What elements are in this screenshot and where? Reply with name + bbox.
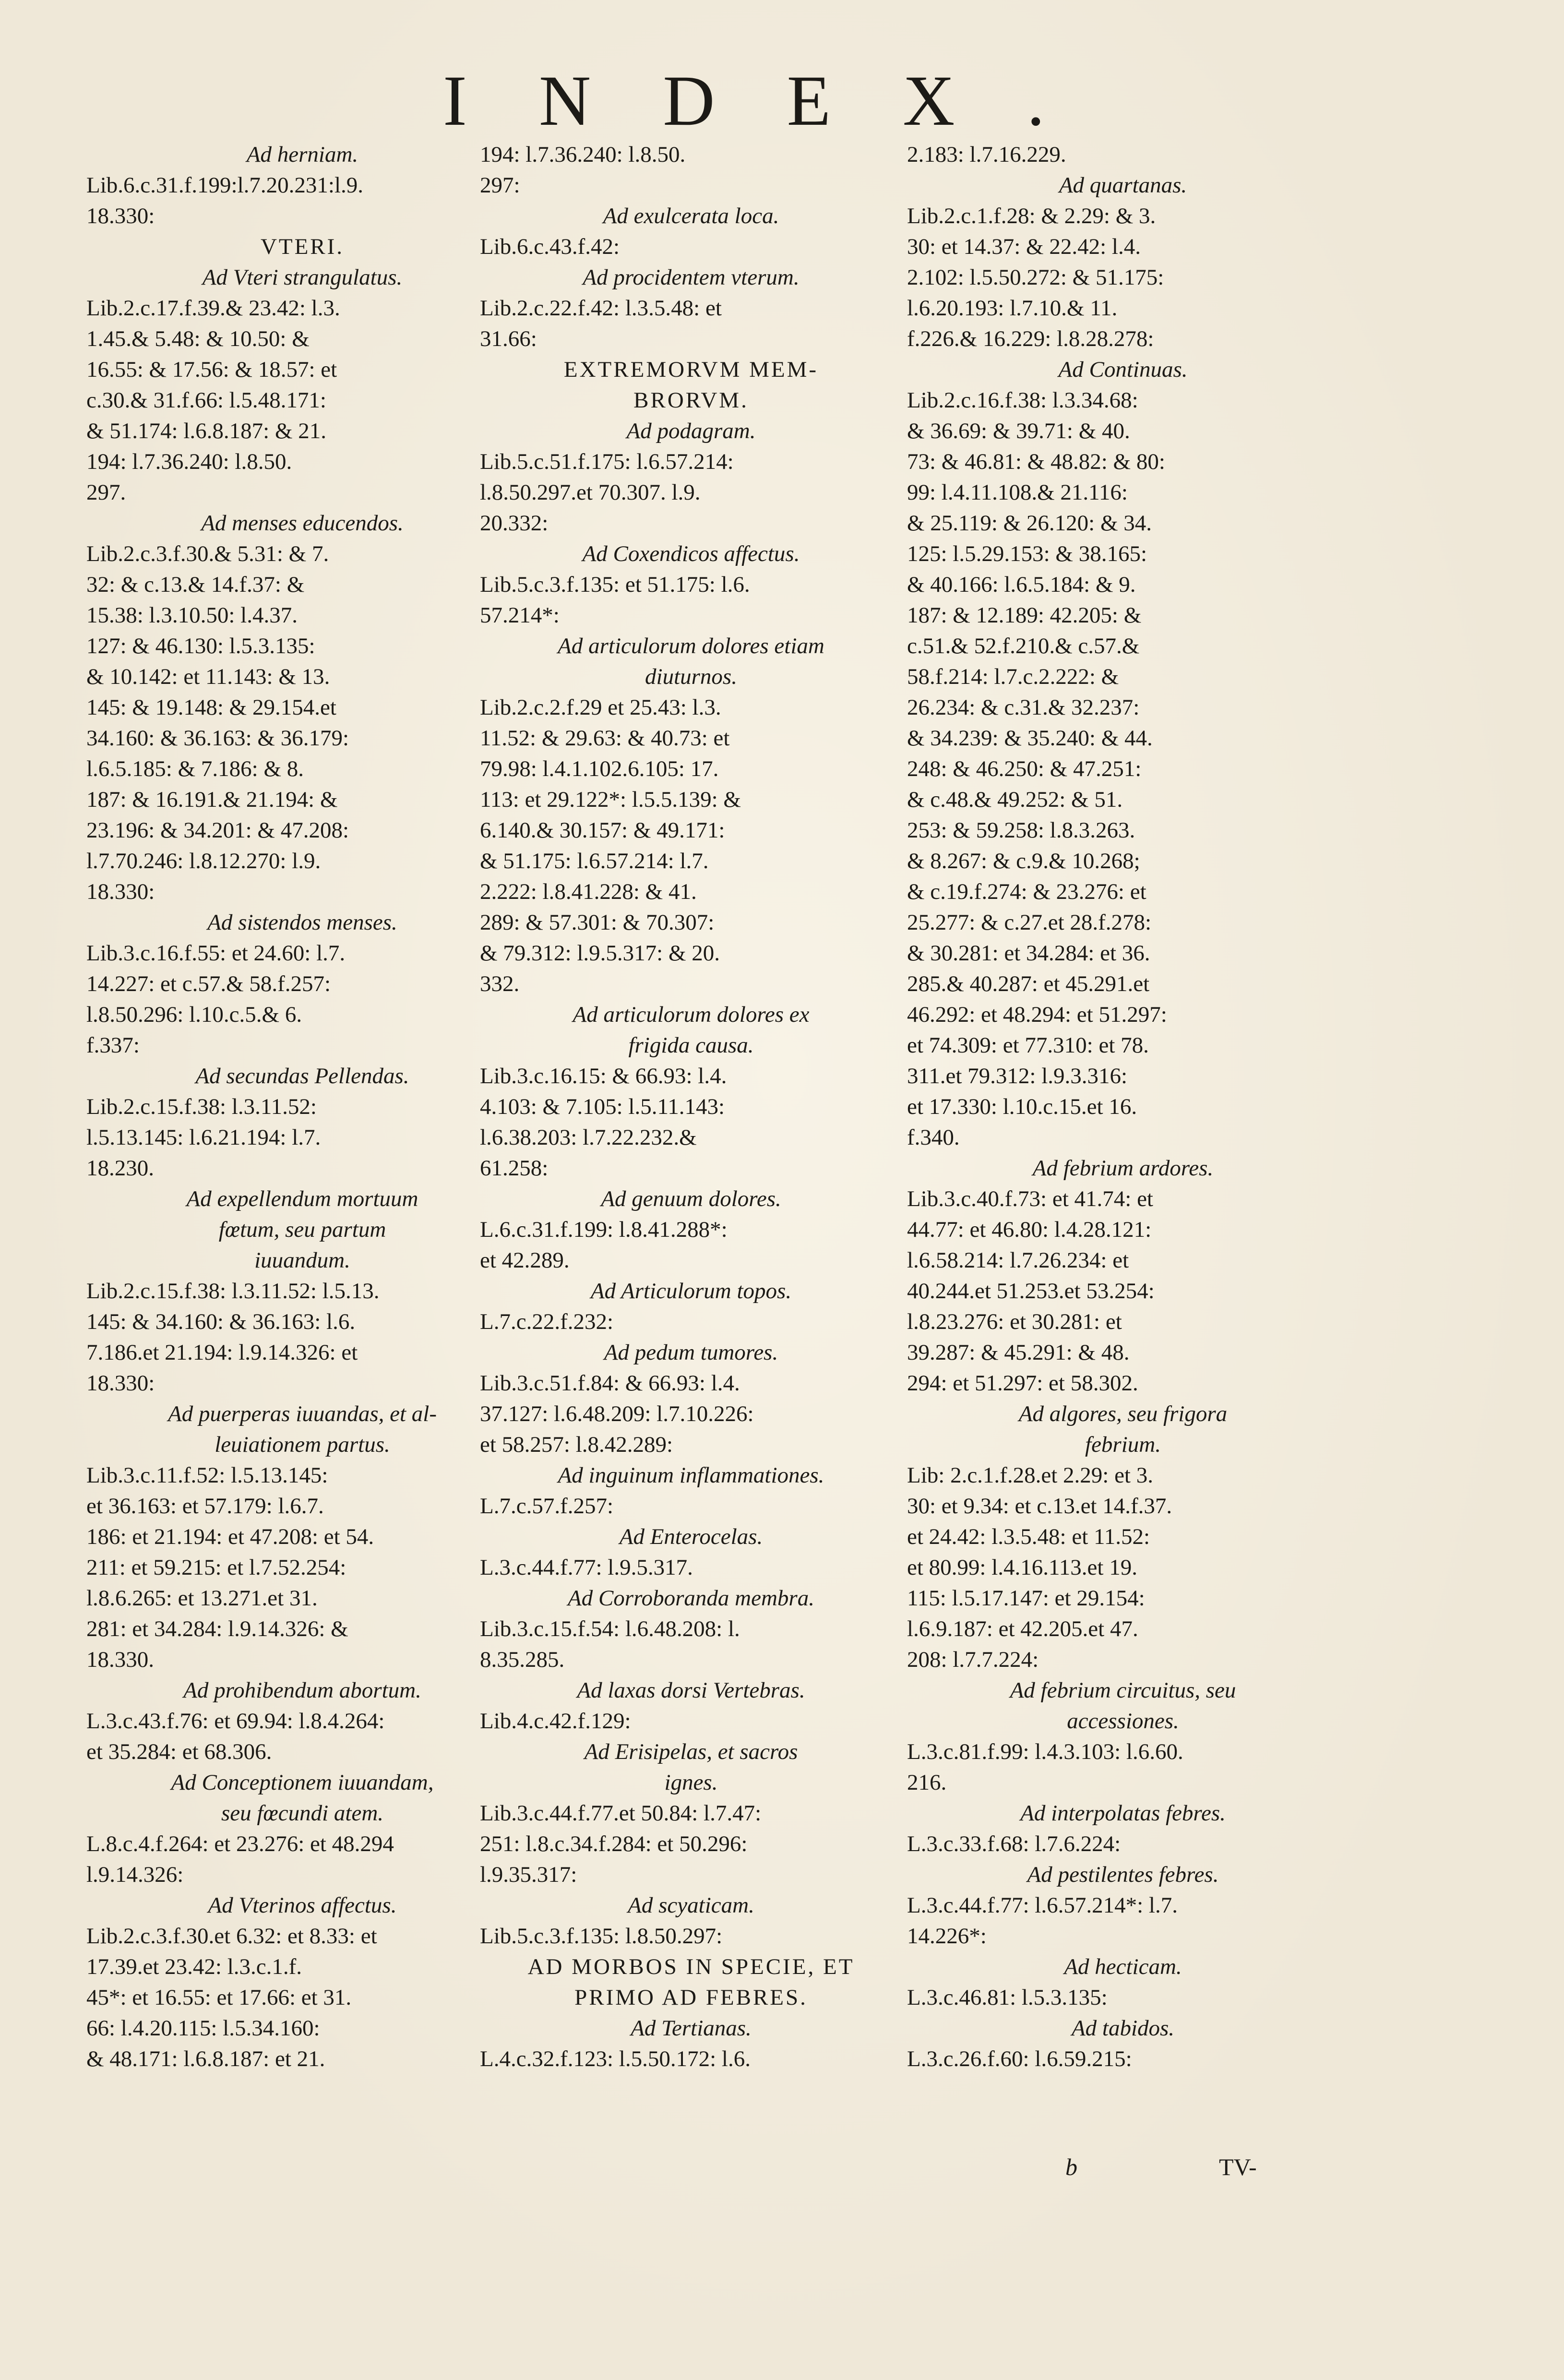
index-heading: Ad scyaticam. [628, 1893, 754, 1918]
index-entry: L.4.c.32.f.123: l.5.50.172: l.6. [480, 2046, 751, 2071]
index-heading: Ad articulorum dolores ex [573, 1002, 810, 1027]
index-entry: 194: l.7.36.240: l.8.50. [86, 449, 292, 474]
index-heading: Ad inguinum inflammationes. [558, 1463, 824, 1488]
index-entry: 37.127: l.6.48.209: l.7.10.226: [480, 1401, 754, 1426]
index-entry: & 51.174: l.6.8.187: & 21. [86, 419, 327, 443]
index-entry: 25.277: & c.27.et 28.f.278: [907, 910, 1152, 935]
index-heading: Ad Vterinos affectus. [208, 1893, 397, 1918]
index-entry: L.6.c.31.f.199: l.8.41.288*: [480, 1217, 728, 1242]
index-entry: Lib.3.c.44.f.77.et 50.84: l.7.47: [480, 1801, 762, 1826]
index-entry: & 36.69: & 39.71: & 40. [907, 419, 1130, 443]
index-entry: l.7.70.246: l.8.12.270: l.9. [86, 849, 321, 873]
index-entry: 15.38: l.3.10.50: l.4.37. [86, 603, 298, 628]
index-heading: Ad Coxendicos affectus. [582, 541, 800, 566]
index-heading: Ad secundas Pellendas. [195, 1064, 409, 1088]
index-entry: & 34.239: & 35.240: & 44. [907, 726, 1153, 751]
index-entry: 32: & c.13.& 14.f.37: & [86, 572, 305, 597]
index-heading: Ad febrium ardores. [1032, 1156, 1214, 1181]
index-entry: Lib.6.c.43.f.42: [480, 234, 620, 259]
index-entry: & 40.166: l.6.5.184: & 9. [907, 572, 1136, 597]
index-entry: & 25.119: & 26.120: & 34. [907, 511, 1152, 536]
index-entry: 2.102: l.5.50.272: & 51.175: [907, 265, 1164, 290]
index-entry: 17.39.et 23.42: l.3.c.1.f. [86, 1954, 302, 1979]
index-entry: et 35.284: et 68.306. [86, 1739, 272, 1764]
index-entry: 216. [907, 1770, 947, 1795]
index-entry: l.6.5.185: & 7.186: & 8. [86, 756, 304, 781]
index-entry: 187: & 12.189: 42.205: & [907, 603, 1142, 628]
index-heading: Ad Erisipelas, et sacros [584, 1739, 798, 1764]
index-entry: et 24.42: l.3.5.48: et 11.52: [907, 1524, 1150, 1549]
index-heading: Ad articulorum dolores etiam [558, 634, 824, 658]
section-heading: AD MORBOS IN SPECIE, ET [527, 1954, 855, 1979]
index-column-right [907, 139, 1339, 2074]
index-entry: et 58.257: l.8.42.289: [480, 1432, 673, 1457]
index-entry: 66: l.4.20.115: l.5.34.160: [86, 2016, 320, 2041]
index-entry: l.9.35.317: [480, 1862, 577, 1887]
index-heading: Ad Corroboranda membra. [568, 1586, 814, 1611]
index-entry: l.8.50.297.et 70.307. l.9. [480, 480, 701, 505]
index-entry: Lib.3.c.15.f.54: l.6.48.208: l. [480, 1616, 740, 1641]
index-heading: Ad febrium circuitus, seu [1010, 1678, 1236, 1703]
index-entry: 99: l.4.11.108.& 21.116: [907, 480, 1128, 505]
index-entry: Lib.5.c.51.f.175: l.6.57.214: [480, 449, 734, 474]
index-entry: f.226.& 16.229: l.8.28.278: [907, 326, 1154, 351]
index-entry: 18.330: [86, 203, 155, 228]
index-entry: 18.330. [86, 1647, 154, 1672]
index-entry: 20.332: [480, 511, 549, 536]
index-entry: et 80.99: l.4.16.113.et 19. [907, 1555, 1137, 1580]
index-entry: l.9.14.326: [86, 1862, 184, 1887]
index-entry: L.3.c.26.f.60: l.6.59.215: [907, 2046, 1132, 2071]
index-heading: Ad Conceptionem iuuandam, [171, 1770, 434, 1795]
index-entry: 186: et 21.194: et 47.208: et 54. [86, 1524, 374, 1549]
index-heading: febrium. [1085, 1432, 1161, 1457]
index-column-middle [480, 139, 902, 2074]
index-entry: l.8.23.276: et 30.281: et [907, 1309, 1122, 1334]
index-entry: 26.234: & c.31.& 32.237: [907, 695, 1140, 720]
index-entry: & 8.267: & c.9.& 10.268; [907, 849, 1140, 873]
index-heading: diuturnos. [645, 664, 737, 689]
index-entry: Lib.2.c.15.f.38: l.3.11.52: l.5.13. [86, 1279, 380, 1304]
index-entry: 11.52: & 29.63: & 40.73: et [480, 726, 730, 751]
index-entry: Lib.2.c.22.f.42: l.3.5.48: et [480, 296, 722, 321]
index-entry: c.51.& 52.f.210.& c.57.& [907, 634, 1140, 658]
index-entry: 289: & 57.301: & 70.307: [480, 910, 715, 935]
index-heading: Ad interpolatas febres. [1020, 1801, 1226, 1826]
index-entry: 30: et 14.37: & 22.42: l.4. [907, 234, 1141, 259]
index-heading: Ad Articulorum topos. [590, 1279, 792, 1304]
index-entry: 18.330: [86, 1371, 155, 1396]
index-entry: Lib.2.c.16.f.38: l.3.34.68: [907, 388, 1138, 413]
index-entry: 18.330: [86, 879, 155, 904]
index-entry: Lib.3.c.11.f.52: l.5.13.145: [86, 1463, 328, 1488]
index-entry: 18.230. [86, 1156, 154, 1181]
index-entry: 4.103: & 7.105: l.5.11.143: [480, 1094, 725, 1119]
index-entry: 332. [480, 971, 520, 996]
index-entry: & c.48.& 49.252: & 51. [907, 787, 1123, 812]
index-heading: Ad procidentem vterum. [583, 265, 800, 290]
index-entry: 2.183: l.7.16.229. [907, 142, 1066, 167]
index-entry: Lib.3.c.51.f.84: & 66.93: l.4. [480, 1371, 740, 1396]
index-entry: L.7.c.57.f.257: [480, 1494, 614, 1519]
index-entry: L.3.c.43.f.76: et 69.94: l.8.4.264: [86, 1709, 385, 1734]
index-heading: leuiationem partus. [215, 1432, 390, 1457]
index-heading: Ad tabidos. [1071, 2016, 1175, 2041]
index-entry: 23.196: & 34.201: & 47.208: [86, 818, 349, 843]
index-entry: Lib.6.c.31.f.199:l.7.20.231:l.9. [86, 173, 364, 198]
catchword: TV- [1219, 2153, 1257, 2180]
index-entry: 253: & 59.258: l.8.3.263. [907, 818, 1135, 843]
index-entry: 125: l.5.29.153: & 38.165: [907, 541, 1147, 566]
index-entry: l.6.58.214: l.7.26.234: et [907, 1248, 1129, 1273]
index-entry: L.3.c.44.f.77: l.6.57.214*: l.7. [907, 1893, 1178, 1918]
index-entry: l.6.20.193: l.7.10.& 11. [907, 296, 1118, 321]
index-heading: Ad quartanas. [1059, 173, 1187, 198]
index-heading: Ad Enterocelas. [619, 1524, 763, 1549]
index-entry: & 48.171: l.6.8.187: et 21. [86, 2046, 325, 2071]
index-entry: et 42.289. [480, 1248, 570, 1273]
index-entry: 34.160: & 36.163: & 36.179: [86, 726, 349, 751]
index-heading: Ad pedum tumores. [604, 1340, 778, 1365]
index-entry: 251: l.8.c.34.f.284: et 50.296: [480, 1831, 748, 1856]
index-entry: 31.66: [480, 326, 537, 351]
index-entry: 14.227: et c.57.& 58.f.257: [86, 971, 331, 996]
index-entry: 44.77: et 46.80: l.4.28.121: [907, 1217, 1152, 1242]
index-entry: 248: & 46.250: & 47.251: [907, 756, 1142, 781]
index-heading: Ad hecticam. [1064, 1954, 1182, 1979]
index-entry: Lib.3.c.16.15: & 66.93: l.4. [480, 1064, 727, 1088]
index-heading: Ad algores, seu frigora [1018, 1401, 1228, 1426]
index-entry: Lib.2.c.3.f.30.et 6.32: et 8.33: et [86, 1924, 377, 1949]
index-entry: 145: & 34.160: & 36.163: l.6. [86, 1309, 356, 1334]
index-entry: & c.19.f.274: & 23.276: et [907, 879, 1146, 904]
section-heading: PRIMO AD FEBRES. [574, 1985, 808, 2010]
index-heading: Ad laxas dorsi Vertebras. [577, 1678, 805, 1703]
index-entry: 145: & 19.148: & 29.154.et [86, 695, 336, 720]
index-entry: L.3.c.46.81: l.5.3.135: [907, 1985, 1108, 2010]
index-entry: 297: [480, 173, 520, 198]
index-entry: 58.f.214: l.7.c.2.222: & [907, 664, 1119, 689]
index-heading: Ad podagram. [626, 419, 756, 443]
index-entry: Lib.2.c.17.f.39.& 23.42: l.3. [86, 296, 340, 321]
index-entry: 294: et 51.297: et 58.302. [907, 1371, 1138, 1396]
index-entry: L.3.c.33.f.68: l.7.6.224: [907, 1831, 1121, 1856]
index-entry: et 36.163: et 57.179: l.6.7. [86, 1494, 324, 1519]
index-column-left [86, 139, 518, 2074]
index-entry: Lib.5.c.3.f.135: et 51.175: l.6. [480, 572, 750, 597]
index-entry: & 51.175: l.6.57.214: l.7. [480, 849, 709, 873]
index-entry: L.7.c.22.f.232: [480, 1309, 614, 1334]
index-entry: 297. [86, 480, 126, 505]
index-entry: 187: & 16.191.& 21.194: & [86, 787, 338, 812]
index-entry: 285.& 40.287: et 45.291.et [907, 971, 1150, 996]
index-entry: 113: et 29.122*: l.5.5.139: & [480, 787, 741, 812]
index-entry: Lib.2.c.15.f.38: l.3.11.52: [86, 1094, 317, 1119]
index-entry: 2.222: l.8.41.228: & 41. [480, 879, 697, 904]
index-heading: Ad sistendos menses. [207, 910, 397, 935]
section-heading: EXTREMORVM MEM- [563, 357, 819, 382]
index-heading: accessiones. [1067, 1709, 1179, 1734]
index-entry: Lib: 2.c.1.f.28.et 2.29: et 3. [907, 1463, 1153, 1488]
index-entry: f.340. [907, 1125, 960, 1150]
index-heading: Ad expellendum mortuum [186, 1186, 418, 1211]
index-entry: 30: et 9.34: et c.13.et 14.f.37. [907, 1494, 1172, 1519]
index-entry: f.337: [86, 1033, 140, 1058]
index-heading: seu fœcundi atem. [221, 1801, 384, 1826]
index-heading: frigida causa. [628, 1033, 754, 1058]
index-entry: Lib.5.c.3.f.135: l.8.50.297: [480, 1924, 723, 1949]
index-heading: Ad puerperas iuuandas, et al- [167, 1401, 437, 1426]
index-entry: 40.244.et 51.253.et 53.254: [907, 1279, 1155, 1304]
index-entry: 16.55: & 17.56: & 18.57: et [86, 357, 337, 382]
index-entry: l.6.9.187: et 42.205.et 47. [907, 1616, 1138, 1641]
index-entry: 311.et 79.312: l.9.3.316: [907, 1064, 1128, 1088]
page-title: INDEX. [442, 61, 1117, 141]
index-entry: 61.258: [480, 1156, 549, 1181]
index-entry: et 74.309: et 77.310: et 78. [907, 1033, 1149, 1058]
index-entry: 14.226*: [907, 1924, 987, 1949]
index-entry: 79.98: l.4.1.102.6.105: 17. [480, 756, 719, 781]
index-entry: & 79.312: l.9.5.317: & 20. [480, 941, 720, 966]
index-heading: ignes. [664, 1770, 718, 1795]
index-entry: 57.214*: [480, 603, 560, 628]
index-entry: 1.45.& 5.48: & 10.50: & [86, 326, 310, 351]
index-entry: L.3.c.44.f.77: l.9.5.317. [480, 1555, 693, 1580]
index-entry: 46.292: et 48.294: et 51.297: [907, 1002, 1167, 1027]
page-footer [1065, 2150, 1353, 2184]
index-entry: Lib.2.c.3.f.30.& 5.31: & 7. [86, 541, 329, 566]
index-heading: Ad herniam. [246, 142, 358, 167]
section-heading: VTERI. [260, 234, 345, 259]
index-entry: l.8.6.265: et 13.271.et 31. [86, 1586, 318, 1611]
index-entry: 281: et 34.284: l.9.14.326: & [86, 1616, 348, 1641]
index-heading: Ad pestilentes febres. [1027, 1862, 1219, 1887]
index-entry: 115: l.5.17.147: et 29.154: [907, 1586, 1145, 1611]
index-entry: 211: et 59.215: et l.7.52.254: [86, 1555, 346, 1580]
index-entry: 73: & 46.81: & 48.82: & 80: [907, 449, 1165, 474]
index-entry: Lib.4.c.42.f.129: [480, 1709, 631, 1734]
index-entry: 6.140.& 30.157: & 49.171: [480, 818, 725, 843]
index-entry: Lib.3.c.16.f.55: et 24.60: l.7. [86, 941, 346, 966]
index-entry: 194: l.7.36.240: l.8.50. [480, 142, 686, 167]
index-entry: Lib.2.c.1.f.28: & 2.29: & 3. [907, 203, 1156, 228]
index-entry: L.8.c.4.f.264: et 23.276: et 48.294 [86, 1831, 394, 1856]
index-entry: 8.35.285. [480, 1647, 565, 1672]
index-entry: L.3.c.81.f.99: l.4.3.103: l.6.60. [907, 1739, 1183, 1764]
index-entry: l.8.50.296: l.10.c.5.& 6. [86, 1002, 302, 1027]
index-entry: & 30.281: et 34.284: et 36. [907, 941, 1150, 966]
index-heading: Ad exulcerata loca. [603, 203, 779, 228]
index-entry: 7.186.et 21.194: l.9.14.326: et [86, 1340, 358, 1365]
index-heading: Ad genuum dolores. [601, 1186, 781, 1211]
index-heading: Ad Continuas. [1058, 357, 1188, 382]
index-entry: 127: & 46.130: l.5.3.135: [86, 634, 315, 658]
index-entry: l.5.13.145: l.6.21.194: l.7. [86, 1125, 321, 1150]
index-entry: 208: l.7.7.224: [907, 1647, 1039, 1672]
index-heading: Ad Vteri strangulatus. [202, 265, 403, 290]
index-entry: 39.287: & 45.291: & 48. [907, 1340, 1130, 1365]
index-entry: et 17.330: l.10.c.15.et 16. [907, 1094, 1137, 1119]
index-entry: Lib.2.c.2.f.29 et 25.43: l.3. [480, 695, 721, 720]
index-entry: & 10.142: et 11.143: & 13. [86, 664, 330, 689]
index-entry: c.30.& 31.f.66: l.5.48.171: [86, 388, 326, 413]
index-entry: Lib.3.c.40.f.73: et 41.74: et [907, 1186, 1153, 1211]
index-entry: 45*: et 16.55: et 17.66: et 31. [86, 1985, 352, 2010]
section-heading: BRORVM. [633, 388, 749, 413]
index-heading: Ad Tertianas. [631, 2016, 752, 2041]
index-heading: iuuandum. [254, 1248, 350, 1273]
signature-mark: b [1065, 2153, 1077, 2180]
index-heading: fœtum, seu partum [218, 1217, 386, 1242]
index-heading: Ad menses educendos. [201, 511, 404, 536]
index-heading: Ad prohibendum abortum. [183, 1678, 421, 1703]
index-entry: l.6.38.203: l.7.22.232.& [480, 1125, 697, 1150]
